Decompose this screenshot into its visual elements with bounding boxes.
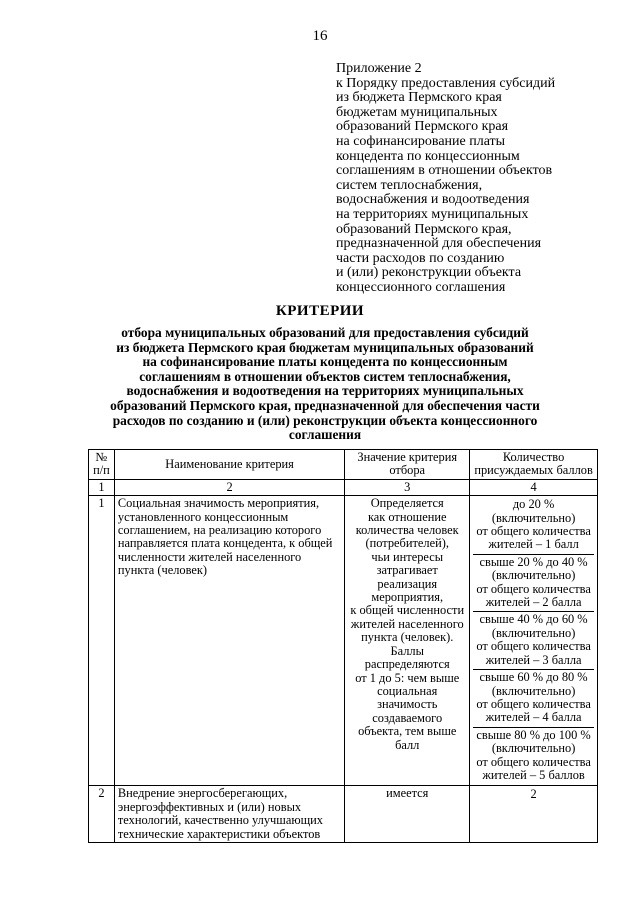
score-line: от общего количества [476,754,591,769]
score-line: (включительно) [491,625,576,640]
criterion-name-line: Социальная значимость мероприятия, [117,496,320,511]
criterion-value [345,496,470,786]
criterion-value [345,786,470,843]
table-header-row [89,450,598,480]
row-number: 2 [89,786,115,843]
appendix-line: части расходов по созданию [336,250,505,266]
appendix-line: водоснабжения и водоотведения [336,192,530,208]
header-name: Наименование критерия [114,450,344,480]
score-line: от общего количества [476,696,591,711]
subtitle-line: соглашения [288,427,362,443]
table-row [89,496,598,786]
appendix-line: Приложение 2 [336,61,422,76]
criterion-value-line: распределяются [364,657,450,672]
score-line: 2 [530,787,537,802]
criterion-name-line: численности жителей населенного [117,549,302,564]
score-line: до 20 % [512,497,555,512]
score-line: жителей – 4 балла [485,710,582,725]
header-score: Количество присуждаемых баллов [470,450,598,480]
criterion-value-line: реализация [377,576,438,591]
criterion-value-line: создаваемого [372,710,443,725]
appendix-line: образований Пермского края, [336,221,512,237]
criterion-value-line: Баллы [390,643,424,658]
header-value: Значение критерия отбора [345,450,470,480]
subtitle-line: отбора муниципальных образований для предоставления субсидий [121,325,529,340]
score-line: жителей – 5 баллов [482,767,585,782]
index-cell: 2 [114,479,344,495]
criterion-name [114,496,344,786]
criterion-value-line: (потребителей), [365,536,449,551]
score-line: свыше 60 % до 80 % [479,670,588,685]
criterion-value-line: от 1 до 5: чем выше [355,670,460,685]
appendix-line: концессионного соглашения [336,279,506,295]
score-line: жителей – 3 балла [485,652,582,667]
criterion-value-line: имеется [386,786,429,801]
appendix-line: концедента по концессионным [336,148,520,164]
table-index-row [89,479,598,495]
score-line: (включительно) [491,683,576,698]
score-line: свыше 40 % до 60 % [479,612,588,627]
score-line: жителей – 1 балл [488,537,579,552]
appendix-line: предназначенной для обеспечения [336,236,542,252]
criterion-value-line: пункта (человек). [361,630,454,645]
subtitle-line: на софинансирование платы концедента по концессионным [142,354,508,370]
score-block [473,555,594,613]
appendix-line: к Порядку предоставления субсидий [336,75,556,91]
criterion-value-line: объекта, тем выше [358,724,457,739]
appendix-line: бюджетам муниципальных [336,104,498,120]
criterion-name-line: соглашением, на реализацию которого [117,523,322,538]
subtitle-line: расходов по созданию и (или) реконструкции объекта концессионного [112,412,538,428]
appendix-line: и (или) реконструкции объекта [336,265,522,281]
appendix-line: соглашениям в отношении объектов [336,163,553,179]
criterion-name-line: направляется плата концедента, к общей [117,536,333,551]
appendix-line: систем теплоснабжения, [336,177,483,193]
criterion-value-line: жителей населенного [350,616,464,631]
criterion-value-line: к общей численности [350,603,465,618]
score-block [473,728,594,785]
criteria-table [88,449,598,843]
appendix-line: на софинансирование платы [336,133,506,149]
subtitle-line: из бюджета Пермского края бюджетам муниципальных образований [116,339,534,355]
page-number: 16 [312,28,328,44]
appendix-line: из бюджета Пермского края [336,90,502,106]
score-line: свыше 80 % до 100 % [476,727,591,742]
criterion-scores [470,496,598,786]
table-body [89,496,598,843]
index-cell: 3 [345,479,470,495]
criterion-name-line: технологий, качественно улучшающих [117,813,323,828]
header-num: № п/п [89,450,115,480]
subtitle-line: водоснабжения и водоотведения на территориях муниципальных [126,383,524,399]
criterion-value-line: социальная [377,683,438,698]
appendix-block [336,62,626,296]
criterion-value-line: мероприятия, [371,590,444,605]
score-block [473,670,594,728]
criterion-value-line: затрагивает [376,563,438,578]
score-line: жителей – 2 балла [485,595,582,610]
score-line: от общего количества [476,639,591,654]
score-line: свыше 20 % до 40 % [479,554,588,569]
criterion-value-line: чьи интересы [371,549,444,564]
score-line: от общего количества [476,581,591,596]
index-cell: 1 [89,479,115,495]
score-line: (включительно) [491,510,576,525]
criterion-value-line: Определяется [370,496,444,511]
criterion-value-line: значимость [377,697,438,712]
table-row [89,786,598,843]
score-line: (включительно) [491,741,576,756]
criterion-name [114,786,344,843]
criterion-name-line: технические характеристики объектов [117,826,321,841]
criterion-name-line: установленного концессионным [117,509,289,524]
criterion-value-line: как отношение [367,509,447,524]
criterion-name-line: Внедрение энергосберегающих, [117,786,288,801]
appendix-line: на территориях муниципальных [336,206,529,222]
subtitle-line: образований Пермского края, предназначенной для обеспечения части [110,397,540,413]
criterion-value-line: количества человек [355,523,459,538]
score-block [473,497,594,555]
appendix-line: образований Пермского края [336,119,509,135]
score-line: (включительно) [491,568,576,583]
criterion-value-line: балл [395,737,420,752]
row-number: 1 [89,496,115,786]
document-subtitle [60,326,590,443]
score-line: от общего количества [476,524,591,539]
criterion-name-line: пункта (человек) [117,563,208,578]
criterion-name-line: энергоэффективных и (или) новых [117,799,302,814]
index-cell: 4 [470,479,598,495]
criterion-scores [470,786,598,843]
score-block [473,787,594,803]
document-title: КРИТЕРИИ [275,303,365,319]
subtitle-line: соглашениям в отношении объектов систем теплоснабжения, [139,368,511,384]
score-block [473,612,594,670]
